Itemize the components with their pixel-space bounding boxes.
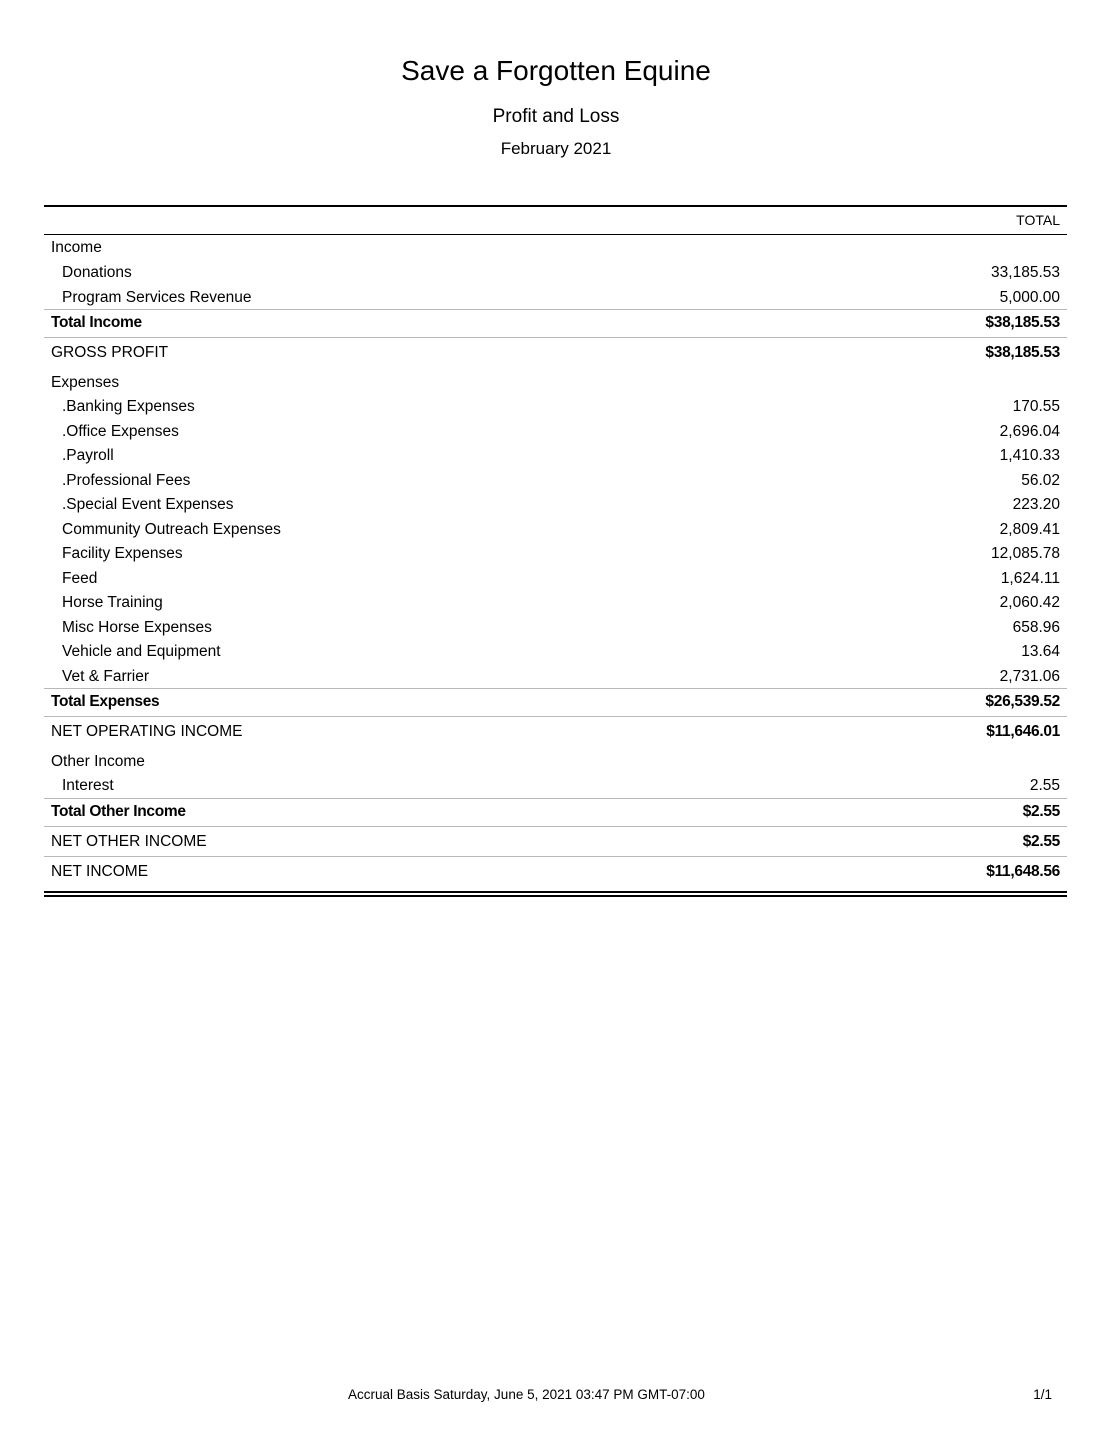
section-label: Income [51, 239, 102, 256]
section-income [44, 235, 1067, 260]
total-other-income-row [44, 798, 1067, 826]
account-label: .Special Event Expenses [62, 496, 234, 513]
total-label: Total Expenses [51, 693, 160, 710]
account-label: .Professional Fees [62, 471, 191, 489]
account-label: Vehicle and Equipment [62, 643, 221, 660]
account-amount: 1,624.11 [1000, 569, 1060, 587]
table-row [44, 419, 1067, 444]
summary-amount: $11,646.01 [986, 723, 1060, 740]
report-title: Profit and Loss [492, 106, 620, 127]
total-label: Total Other Income [51, 802, 186, 820]
account-label: .Payroll [62, 447, 114, 464]
summary-label: NET INCOME [51, 862, 149, 880]
table-row [44, 443, 1067, 468]
account-amount: 2,809.41 [999, 520, 1060, 538]
summary-amount: $38,185.53 [985, 344, 1060, 361]
table-row [44, 639, 1067, 664]
total-amount: $26,539.52 [985, 693, 1060, 710]
account-amount: 2,696.04 [999, 422, 1060, 440]
account-amount: 12,085.78 [991, 545, 1060, 562]
net-other-income-row [44, 826, 1067, 856]
section-label: Other Income [51, 753, 145, 770]
account-label: Misc Horse Expenses [62, 618, 212, 636]
section-expenses [44, 367, 1067, 394]
account-amount: 658.96 [1012, 618, 1060, 636]
account-amount: 223.20 [1012, 496, 1060, 513]
account-label: Interest [62, 777, 114, 794]
summary-amount: $2.55 [1022, 832, 1060, 850]
total-amount: $2.55 [1022, 802, 1060, 820]
account-label: Horse Training [62, 594, 163, 611]
table-row [44, 773, 1067, 798]
account-amount: 2,731.06 [999, 667, 1060, 685]
section-label: Expenses [51, 374, 120, 391]
table-row [44, 664, 1067, 689]
total-label: Total Income [51, 314, 142, 331]
account-label: Vet & Farrier [62, 667, 149, 685]
table-row [44, 615, 1067, 640]
account-label: Facility Expenses [62, 545, 183, 562]
account-label: Feed [62, 569, 98, 587]
account-label: Program Services Revenue [62, 288, 252, 306]
account-amount: 5,000.00 [999, 288, 1060, 306]
total-expenses-row [44, 688, 1067, 716]
account-label: .Office Expenses [62, 422, 179, 440]
net-income-row [44, 856, 1067, 886]
table-row [44, 285, 1067, 310]
footer-basis-timestamp: Accrual Basis Saturday, June 5, 2021 03:47 PM GMT-07:00 [348, 1387, 705, 1402]
table-row [44, 492, 1067, 517]
summary-label: NET OTHER INCOME [51, 832, 207, 850]
account-label: .Banking Expenses [62, 398, 195, 415]
table-row [44, 394, 1067, 419]
table-row [44, 517, 1067, 542]
column-header-row [44, 207, 1067, 235]
total-income-row [44, 309, 1067, 337]
summary-amount: $11,648.56 [986, 862, 1060, 880]
section-other-income [44, 746, 1067, 773]
company-name: Save a Forgotten Equine [401, 55, 711, 86]
table-row [44, 468, 1067, 493]
double-rule-divider [44, 891, 1067, 897]
account-amount: 56.02 [1021, 471, 1060, 489]
table-row [44, 260, 1067, 285]
table-row [44, 541, 1067, 566]
table-row [44, 566, 1067, 591]
account-amount: 2,060.42 [999, 594, 1060, 611]
total-amount: $38,185.53 [985, 314, 1060, 331]
net-operating-income-row [44, 716, 1067, 746]
account-label: Community Outreach Expenses [62, 520, 281, 538]
account-amount: 13.64 [1021, 643, 1060, 660]
report-period: February 2021 [500, 139, 612, 158]
table-row [44, 590, 1067, 615]
footer-page-number: 1/1 [1033, 1387, 1052, 1402]
account-amount: 2.55 [1029, 777, 1060, 794]
account-amount: 33,185.53 [991, 264, 1060, 281]
profit-loss-table [44, 205, 1067, 897]
account-amount: 170.55 [1012, 398, 1060, 415]
summary-label: GROSS PROFIT [51, 344, 169, 361]
column-header-total: TOTAL [1016, 212, 1060, 228]
account-label: Donations [62, 264, 132, 281]
summary-label: NET OPERATING INCOME [51, 723, 243, 740]
account-amount: 1,410.33 [999, 447, 1060, 464]
gross-profit-row [44, 337, 1067, 367]
